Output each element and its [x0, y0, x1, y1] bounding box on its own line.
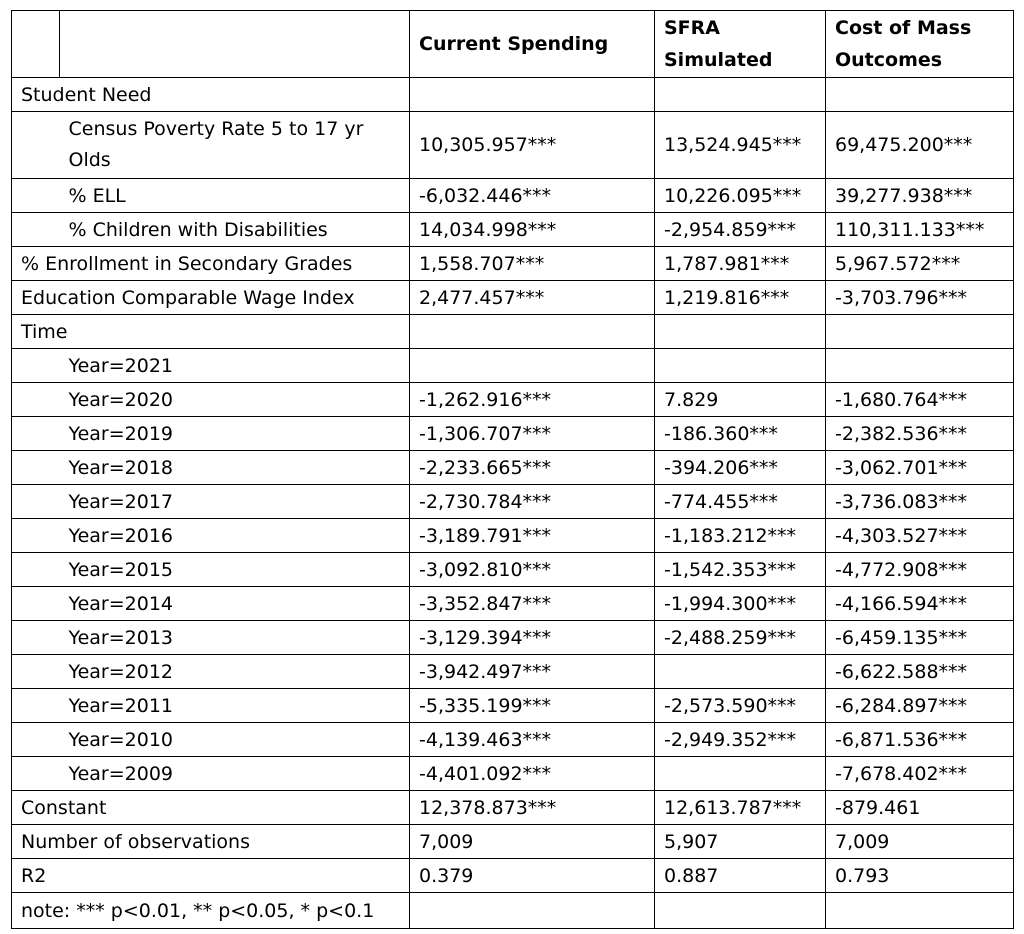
row-indent — [12, 349, 60, 383]
cell-sfra-simulated: -2,488.259*** — [655, 621, 826, 655]
row-indent — [12, 417, 60, 451]
cell-cost-of-mass-outcomes: 110,311.133*** — [826, 213, 1014, 247]
cell-current-spending: -1,306.707*** — [410, 417, 655, 451]
table-row — [12, 213, 1014, 247]
note-empty-cell — [826, 893, 1014, 929]
cell-cost-of-mass-outcomes: -4,772.908*** — [826, 553, 1014, 587]
cell-cost-of-mass-outcomes — [826, 349, 1014, 383]
cell-current-spending: -3,189.791*** — [410, 519, 655, 553]
cell-sfra-simulated — [655, 78, 826, 112]
cell-current-spending: 12,378.873*** — [410, 791, 655, 825]
cell-sfra-simulated: -1,183.212*** — [655, 519, 826, 553]
cell-sfra-simulated — [655, 757, 826, 791]
row-indent — [12, 112, 60, 179]
cell-cost-of-mass-outcomes: -6,622.588*** — [826, 655, 1014, 689]
cell-sfra-simulated — [655, 349, 826, 383]
row-label: % ELL — [60, 179, 410, 213]
table-row — [12, 587, 1014, 621]
cell-cost-of-mass-outcomes: 7,009 — [826, 825, 1014, 859]
note-empty-cell — [410, 893, 655, 929]
row-label: Year=2018 — [60, 451, 410, 485]
cell-current-spending: 0.379 — [410, 859, 655, 893]
cell-sfra-simulated — [655, 315, 826, 349]
table-row — [12, 757, 1014, 791]
header-cost-of-mass-outcomes: Cost of Mass Outcomes — [826, 11, 1014, 78]
row-label: Year=2016 — [60, 519, 410, 553]
cell-cost-of-mass-outcomes: -6,459.135*** — [826, 621, 1014, 655]
cell-sfra-simulated: 13,524.945*** — [655, 112, 826, 179]
table-row — [12, 112, 1014, 179]
row-label: Constant — [12, 791, 410, 825]
table-row — [12, 655, 1014, 689]
cell-cost-of-mass-outcomes: -6,284.897*** — [826, 689, 1014, 723]
row-indent — [12, 655, 60, 689]
row-indent — [12, 519, 60, 553]
header-sfra-simulated: SFRA Simulated — [655, 11, 826, 78]
row-label: Year=2015 — [60, 553, 410, 587]
table-row — [12, 519, 1014, 553]
row-label: Year=2019 — [60, 417, 410, 451]
row-label: Year=2012 — [60, 655, 410, 689]
header-current-spending: Current Spending — [410, 11, 655, 78]
significance-note: note: *** p<0.01, ** p<0.05, * p<0.1 — [12, 893, 410, 929]
row-indent — [12, 621, 60, 655]
cell-sfra-simulated: -1,542.353*** — [655, 553, 826, 587]
row-label: Year=2017 — [60, 485, 410, 519]
cell-cost-of-mass-outcomes: -6,871.536*** — [826, 723, 1014, 757]
cell-current-spending: -2,730.784*** — [410, 485, 655, 519]
row-label: Year=2010 — [60, 723, 410, 757]
row-label: Student Need — [12, 78, 410, 112]
cell-sfra-simulated: -2,949.352*** — [655, 723, 826, 757]
cell-cost-of-mass-outcomes: -3,736.083*** — [826, 485, 1014, 519]
row-indent — [12, 689, 60, 723]
cell-cost-of-mass-outcomes: -4,303.527*** — [826, 519, 1014, 553]
table-row — [12, 349, 1014, 383]
regression-table — [11, 10, 1014, 929]
cell-cost-of-mass-outcomes: -2,382.536*** — [826, 417, 1014, 451]
cell-current-spending — [410, 315, 655, 349]
cell-sfra-simulated: -2,954.859*** — [655, 213, 826, 247]
cell-sfra-simulated: 1,787.981*** — [655, 247, 826, 281]
cell-sfra-simulated: -186.360*** — [655, 417, 826, 451]
row-label: % Children with Disabilities — [60, 213, 410, 247]
table-row — [12, 315, 1014, 349]
cell-sfra-simulated: 12,613.787*** — [655, 791, 826, 825]
cell-cost-of-mass-outcomes: -7,678.402*** — [826, 757, 1014, 791]
table-row — [12, 859, 1014, 893]
cell-current-spending — [410, 78, 655, 112]
cell-sfra-simulated: 0.887 — [655, 859, 826, 893]
table-row — [12, 247, 1014, 281]
row-indent — [12, 179, 60, 213]
row-indent — [12, 451, 60, 485]
table-row — [12, 485, 1014, 519]
cell-cost-of-mass-outcomes: -879.461 — [826, 791, 1014, 825]
cell-current-spending: -3,092.810*** — [410, 553, 655, 587]
note-row — [12, 893, 1014, 929]
table-row — [12, 825, 1014, 859]
row-label: Year=2020 — [60, 383, 410, 417]
cell-current-spending: -1,262.916*** — [410, 383, 655, 417]
row-label: Year=2014 — [60, 587, 410, 621]
cell-current-spending: 14,034.998*** — [410, 213, 655, 247]
row-label: Education Comparable Wage Index — [12, 281, 410, 315]
row-label: Census Poverty Rate 5 to 17 yr Olds — [60, 112, 410, 179]
table-row — [12, 417, 1014, 451]
cell-current-spending: -6,032.446*** — [410, 179, 655, 213]
cell-current-spending: 10,305.957*** — [410, 112, 655, 179]
table-row — [12, 723, 1014, 757]
cell-cost-of-mass-outcomes: 69,475.200*** — [826, 112, 1014, 179]
cell-current-spending — [410, 349, 655, 383]
row-label: Year=2013 — [60, 621, 410, 655]
cell-cost-of-mass-outcomes: 39,277.938*** — [826, 179, 1014, 213]
cell-cost-of-mass-outcomes — [826, 78, 1014, 112]
row-indent — [12, 383, 60, 417]
cell-cost-of-mass-outcomes: -4,166.594*** — [826, 587, 1014, 621]
row-label: R2 — [12, 859, 410, 893]
cell-sfra-simulated: -774.455*** — [655, 485, 826, 519]
header-empty-label — [60, 11, 410, 78]
row-indent — [12, 553, 60, 587]
cell-current-spending: -4,139.463*** — [410, 723, 655, 757]
table-row — [12, 791, 1014, 825]
cell-current-spending: 1,558.707*** — [410, 247, 655, 281]
cell-cost-of-mass-outcomes: -3,703.796*** — [826, 281, 1014, 315]
table-row — [12, 553, 1014, 587]
cell-cost-of-mass-outcomes: -1,680.764*** — [826, 383, 1014, 417]
header-empty-indent — [12, 11, 60, 78]
cell-current-spending: -4,401.092*** — [410, 757, 655, 791]
row-label: Time — [12, 315, 410, 349]
row-indent — [12, 213, 60, 247]
header-row — [12, 11, 1014, 78]
cell-sfra-simulated: -1,994.300*** — [655, 587, 826, 621]
cell-cost-of-mass-outcomes: 5,967.572*** — [826, 247, 1014, 281]
cell-sfra-simulated: -2,573.590*** — [655, 689, 826, 723]
cell-cost-of-mass-outcomes — [826, 315, 1014, 349]
row-indent — [12, 757, 60, 791]
table-row — [12, 621, 1014, 655]
table-row — [12, 281, 1014, 315]
table-row — [12, 179, 1014, 213]
cell-sfra-simulated: 1,219.816*** — [655, 281, 826, 315]
row-indent — [12, 723, 60, 757]
cell-current-spending: -3,352.847*** — [410, 587, 655, 621]
cell-current-spending: -3,942.497*** — [410, 655, 655, 689]
cell-cost-of-mass-outcomes: -3,062.701*** — [826, 451, 1014, 485]
row-label: % Enrollment in Secondary Grades — [12, 247, 410, 281]
cell-sfra-simulated: 5,907 — [655, 825, 826, 859]
cell-current-spending: -2,233.665*** — [410, 451, 655, 485]
note-empty-cell — [655, 893, 826, 929]
cell-sfra-simulated: -394.206*** — [655, 451, 826, 485]
row-indent — [12, 485, 60, 519]
row-label: Year=2009 — [60, 757, 410, 791]
row-indent — [12, 587, 60, 621]
cell-current-spending: -3,129.394*** — [410, 621, 655, 655]
cell-current-spending: 7,009 — [410, 825, 655, 859]
row-label: Number of observations — [12, 825, 410, 859]
table-row — [12, 689, 1014, 723]
table-row — [12, 383, 1014, 417]
row-label: Year=2021 — [60, 349, 410, 383]
cell-current-spending: 2,477.457*** — [410, 281, 655, 315]
cell-sfra-simulated: 10,226.095*** — [655, 179, 826, 213]
table-row — [12, 78, 1014, 112]
table-row — [12, 451, 1014, 485]
cell-current-spending: -5,335.199*** — [410, 689, 655, 723]
cell-sfra-simulated — [655, 655, 826, 689]
row-label: Year=2011 — [60, 689, 410, 723]
cell-cost-of-mass-outcomes: 0.793 — [826, 859, 1014, 893]
cell-sfra-simulated: 7.829 — [655, 383, 826, 417]
